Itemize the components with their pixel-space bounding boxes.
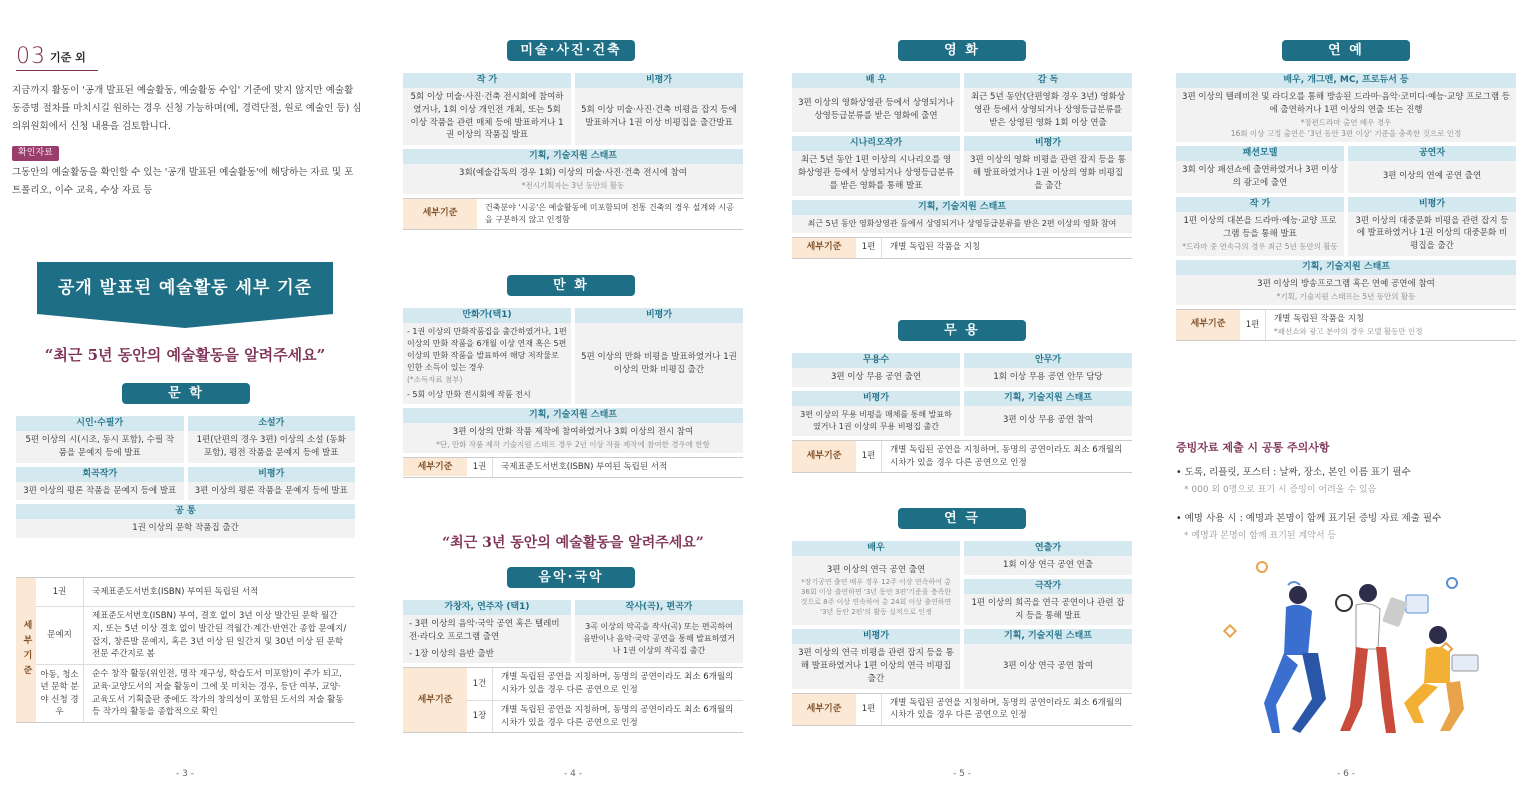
p6-e1b: 3편 이상의 텔레비전 및 라디오를 통해 방송된 드라마·음악·코미디·예능·교양 프로그램 등에 출연하거나 1편 이상의 연출 또는 진행	[1182, 92, 1510, 115]
p3-s3n: 아동, 청소년 문학 분야 신청 경우	[36, 665, 84, 722]
confirm-badge: 확인자료	[12, 146, 59, 161]
p6-e5b: 3편 이상의 대중문화 비평을 관련 잡지 등에 발표하였거나 1권 이상의 대중문화 비평집을 출간	[1355, 215, 1509, 251]
theater-critic-cell	[792, 629, 960, 688]
p5-f3h: 시나리오작가	[792, 136, 960, 151]
film-critic-cell	[964, 136, 1132, 195]
director-cell	[964, 541, 1132, 575]
p6-e_std: 세부기준	[1176, 310, 1240, 340]
comic-author-cell	[403, 308, 571, 404]
p4-m1b1: - 1권 이상의 만화작품집을 출간하였거나, 1편 이상의 만화 작품을 6개월 이상 연재 혹은 5편 이상의 만화 작품을 발표하여 해당 저작물로 인한 소득이 있는 경우	[407, 327, 567, 372]
page-number: - 3 -	[176, 768, 194, 779]
theater-actor-cell	[792, 541, 960, 625]
p5-t4h: 비평가	[792, 629, 960, 644]
p4-u_s1n: 1건	[467, 668, 493, 700]
comic-staff-cell	[403, 408, 743, 453]
p3-c5b: 1권 이상의 문학 작품집 출간	[132, 523, 239, 534]
intro-paragraph: 지금까지 활동이 '공개 발표된 예술활동, 예술활동 수입' 기준에 맞지 않지만 예술활동증명 절차를 마치시길 원하는 경우 신청 가능하며(예, 경력단절, 원로 예술인 등) 심의위원회에서 신청 내용을 검토합니다.	[12, 85, 362, 133]
p5-f4h: 비평가	[964, 136, 1132, 151]
p4-a3h: 기획, 기술지원 스태프	[403, 149, 743, 164]
playwright-cell	[16, 467, 184, 501]
film-staff-cell	[792, 200, 1132, 233]
p4-u_s1t: 개별 독립된 공연을 지칭하며, 동명의 공연이라도 최소 6개월의 시차가 있을 경우 다른 공연으로 인정	[501, 672, 734, 695]
section-title: 기준 외	[50, 51, 86, 65]
p5-t_std_n: 1편	[856, 694, 882, 726]
p3-s2t: 제표준도서번호(ISBN) 부여, 결호 없이 3년 이상 발간된 문학 월간지, 또는 5년 이상 결호 없이 발간된 격월간·계간·반연간 종합 문예지/잡지, 창른발 문예지, 혹은 3년 이상 된 일간지 및 30년 이상 된 문학 전문 주간지로 봄	[92, 611, 347, 660]
p4-m_std: 세부기준	[403, 458, 467, 476]
p4-a3b: 3회(예술감독의 경우 1회) 이상의 미술·사진·건축 전시에 참여	[459, 168, 687, 178]
page-number: - 4 -	[564, 768, 582, 779]
p4-a3n: *전시기획자는 3년 동안의 활동	[521, 180, 625, 190]
p3-c1b: 5편 이상의 시(시조, 동시 포함), 수필 작품을 문예지 등에 발표	[25, 435, 175, 458]
p5-t_std: 세부기준	[792, 694, 856, 726]
p5-f_std: 세부기준	[792, 238, 856, 258]
lit-grid	[16, 416, 355, 542]
p3-c1h: 시인·수필가	[16, 416, 184, 431]
p4-a2b: 5회 이상 미술·사진·건축 비평을 잡지 등에 발표하거나 1권 이상 비평집을 출간발표	[581, 104, 737, 128]
ent-writer-cell	[1176, 197, 1344, 256]
film-title: 영 화	[898, 40, 1026, 61]
p4-u_std: 세부기준	[403, 668, 467, 732]
film-actor-cell	[792, 73, 960, 132]
p3-s3t: 순수 창작 활동(위인전, 명작 재구성, 학습도서 미포함)이 주가 되고, 교육·교양도서의 저술 활동이 그에 못 미치는 경우, 등단 여부, 교양·교육도서 기획출판 중에도 작가의 창의성이 포함된 도서의 저술 활동 등 작가의 활동을 종합적으로 확인	[92, 669, 344, 718]
p4-u1b2: - 1장 이상의 음반 출반	[409, 648, 494, 659]
notice-2: • 예명 사용 시 : 예명과 본명이 함께 표기된 증빙 자료 제출 필수	[1176, 513, 1442, 524]
p6-e_std_t: 개별 독립된 작품을 지칭	[1274, 313, 1365, 324]
section-heading	[16, 46, 86, 68]
art-std	[403, 198, 743, 230]
model-cell	[1176, 146, 1344, 193]
art-critic-cell	[575, 73, 743, 145]
p5-d_std_t: 개별 독립된 공연을 지칭하며, 동명의 공연이라도 최소 6개월의 시차가 있을 경우 다른 공연으로 인정	[890, 444, 1123, 468]
p5-f5b: 최근 5년 동안 영화상영관 등에서 상영되거나 상영등급분류를 받은 2편 이상의 영화 참여	[807, 218, 1117, 228]
p4-m1h: 만화가(택1)	[403, 308, 571, 323]
notice-1: • 도록, 리플릿, 포스터 : 날짜, 장소, 본인 이름 표기 필수	[1176, 467, 1411, 478]
music-singer-cell	[403, 600, 571, 663]
p3-s1t: 국제표준도서번호(ISBN) 부여된 독립된 서적	[92, 586, 259, 597]
banner-title: 공개 발표된 예술활동 세부 기준	[37, 262, 333, 314]
art-title: 미술·사진·건축	[507, 40, 635, 61]
p5-f_std_t: 개별 독립된 작품을 지칭	[890, 242, 981, 253]
notice-1-sub: * 000 외 0명으로 표기 시 증빙이 어려울 수 있음	[1184, 485, 1377, 495]
p5-t2b: 1회 이상 연극 공연 연출	[1002, 560, 1094, 570]
p5-d1b: 3편 이상 무용 공연 출연	[830, 372, 922, 382]
p4-u_s2t: 개별 독립된 공연을 지칭하며, 동명의 공연이라도 최소 6개월의 시차가 있을 경우 다른 공연으로 인정	[501, 704, 734, 728]
novelist-cell	[188, 416, 356, 463]
p6-e1h: 배우, 개그맨, MC, 프로듀서 등	[1176, 73, 1516, 88]
music-title: 음악·국악	[507, 567, 635, 588]
dance-critic-cell	[792, 391, 960, 436]
p6-e1n1: *장편드라마 출연 배우 경우	[1300, 117, 1392, 127]
p5-f2b: 최근 5년 동안(단편영화 경우 3년) 영화상영관 등에서 상영되거나 상영등급분류를 받은 상영된 영화 1회 이상 연출	[970, 92, 1126, 128]
p5-t4b: 3편 이상의 연극 비평을 관련 잡지 등을 통해 발표하였거나 1편 이상의 연극 비평집 출간	[798, 648, 954, 684]
p5-f1h: 배 우	[792, 73, 960, 88]
p5-t3b: 1편 이상의 희곡을 연극 공연이나 관련 잡지 등을 통해 발표	[971, 597, 1125, 621]
p5-d_std_n: 1편	[856, 441, 882, 473]
p5-f_std_n: 1편	[856, 238, 882, 258]
page-number: - 6 -	[1337, 768, 1355, 779]
p5-f2h: 감 독	[964, 73, 1132, 88]
p3-c5h: 공 통	[16, 504, 355, 519]
dance-std	[792, 440, 1132, 474]
critic-cell	[188, 467, 356, 501]
comic-critic-cell	[575, 308, 743, 404]
page-6	[1176, 0, 1516, 793]
dance-title: 무 용	[898, 320, 1026, 341]
p5-d2b: 1회 이상 무용 공연 안무 담당	[993, 372, 1103, 382]
lit-std-table	[16, 577, 355, 723]
p4-m2b: 5편 이상의 만화 비평을 발표하였거나 1권 이상의 만화 비평집 출간	[581, 351, 737, 375]
p6-e3b: 3편 이상의 연예 공연 출연	[1382, 171, 1482, 182]
p5-f5h: 기획, 기술지원 스태프	[792, 200, 1132, 215]
theater-staff-cell	[964, 629, 1132, 688]
std-label: 세부기준	[16, 578, 36, 722]
p6-e6h: 기획, 기술지원 스태프	[1176, 260, 1516, 275]
main-banner	[37, 262, 333, 328]
notice-2-sub: * 예명과 본명이 함께 표기된 계약서 등	[1184, 531, 1337, 541]
p3-s2n: 문예지	[36, 607, 84, 664]
p4-u_s2n: 1장	[467, 701, 493, 733]
theater-std	[792, 693, 1132, 727]
performer-cell	[1348, 146, 1516, 193]
section-number: 03	[16, 44, 46, 69]
p6-e3h: 공연자	[1348, 146, 1516, 161]
p4-m_std_n: 1권	[467, 458, 493, 477]
p5-t1n: *장기공연 출연 배우 경우 12주 이상 연속하여 총36회 이상 출연하면 '3년 동안 3편'기준을 충족한 것으로 8주 이상 연속하여 총 24회 이상 출연하면 '3년 동안 2편'의 활동 실적으로 인정	[800, 577, 952, 617]
common-cell	[16, 504, 355, 538]
p5-t5h: 기획, 기술지원 스태프	[964, 629, 1132, 644]
p5-t3h: 극작가	[964, 579, 1132, 594]
p5-t2h: 연출가	[964, 541, 1132, 556]
music-std	[403, 667, 743, 733]
p5-d4b: 3편 이상 무용 공연 참여	[1002, 415, 1094, 426]
poet-cell	[16, 416, 184, 463]
p5-d3b: 3편 이상의 무용 비평을 매체를 통해 발표하였거나 1권 이상의 무용 비평집 출간	[800, 409, 952, 431]
quote-3yr: “최근 3년 동안의 예술활동을 알려주세요”	[442, 535, 704, 551]
p4-m2h: 비평가	[575, 308, 743, 323]
p5-d_std: 세부기준	[792, 441, 856, 473]
p3-c2h: 소설가	[188, 416, 356, 431]
p6-e_std_n: 1편	[1240, 310, 1266, 340]
p4-m3b: 3편 이상의 만화 작품 제작에 참여하였거나 3회 이상의 전시 참여	[452, 427, 694, 438]
page-number: - 5 -	[953, 768, 971, 779]
p5-d3h: 비평가	[792, 391, 960, 406]
p5-f4b: 3편 이상의 영화 비평을 관련 잡지 등을 통해 발표하였거나 1권 이상의 영화 비평집을 출간	[970, 155, 1126, 191]
comic-std	[403, 457, 743, 478]
p3-c2b: 1편(단편의 경우 3편) 이상의 소설 (동화 포함), 평전 작품을 문예지 등에 발표	[196, 435, 346, 458]
heading-underline	[16, 70, 98, 71]
art-author-cell	[403, 73, 571, 145]
p3-c4b: 3편 이상의 평론 작품을 문예지 등에 발표	[194, 485, 348, 496]
p5-d2h: 안무가	[964, 353, 1132, 368]
p4-u2b: 3곡 이상의 악곡을 작사(곡) 또는 편곡하여 음반이나 음악·국악 공연을 통해 발표하였거나 1권 이상의 작곡집 출간	[583, 622, 735, 656]
banner-arrow	[37, 314, 333, 328]
badge-text: 그동안의 예술활동을 확인할 수 있는 '공개 발표된 예술활동'에 해당하는 자료 및 포트폴리오, 이수 교육, 수상 자료 등	[12, 167, 354, 197]
p4-a_std_t: 건축분야 '시공'은 예술활동에 미포함되며 전통 건축의 경우 설계와 시공을 구분하지 않고 인정함	[485, 203, 734, 224]
ent-std	[1176, 309, 1516, 341]
art-staff-cell	[403, 149, 743, 194]
p4-a1b: 5회 이상 미술·사진·건축 전시회에 참여하였거나, 1회 이상 개인전 개최, 또는 5회 이상 작품을 관련 매체 등에 발표하거나 1권 이상의 작품집 발표	[410, 92, 564, 141]
p4-m1b2: - 5회 이상 만화 전시회에 작품 전시	[407, 390, 531, 400]
p6-e4n: *드라마 중 연속극의 경우 최근 5년 동안의 활동	[1182, 241, 1338, 251]
p6-e2h: 패션모델	[1176, 146, 1344, 161]
music-composer-cell	[575, 600, 743, 663]
comic-title: 만 화	[507, 275, 635, 296]
p4-m_std_t: 국제표준도서번호(ISBN) 부여된 독립된 서적	[501, 462, 668, 473]
p6-e2b: 3회 이상 패션쇼에 출연하였거나 3편 이상의 광고에 출연	[1182, 165, 1338, 188]
p5-d4h: 기획, 기술지원 스태프	[964, 391, 1132, 406]
p3-c3h: 희곡작가	[16, 467, 184, 482]
p6-e5h: 비평가	[1348, 197, 1516, 212]
p5-t1b: 3편 이상의 연극 공연 출연	[826, 564, 926, 575]
p4-m3h: 기획, 기술지원 스태프	[403, 408, 743, 423]
p4-a2h: 비평가	[575, 73, 743, 88]
p5-t_std_t: 개별 독립된 공연을 지칭하며, 동명의 공연이라도 최소 6개월의 시차가 있을 경우 다른 공연으로 인정	[890, 697, 1123, 721]
p4-a1h: 작 가	[403, 73, 571, 88]
dancer-cell	[792, 353, 960, 387]
p4-u1h: 가창자, 연주자 (택1)	[403, 600, 571, 615]
ent-actor-cell	[1176, 73, 1516, 142]
p6-e1n2: 16회 이상 고정 출연은 '3년 동안 3편 이상' 기준을 충족한 것으로 인정	[1230, 128, 1462, 138]
p5-f1b: 3편 이상의 영화상영관 등에서 상영되거나 상영등급분류를 받은 영화에 출연	[798, 98, 954, 122]
people-illustration	[1206, 555, 1496, 745]
page-4	[403, 0, 743, 793]
dance-staff-cell	[964, 391, 1132, 436]
p6-e4b: 1편 이상의 대본을 드라마·예능·교양 프로그램 등을 통해 발표	[1183, 216, 1337, 239]
theater-title: 연 극	[898, 508, 1026, 529]
film-director-cell	[964, 73, 1132, 132]
ent-critic-cell	[1348, 197, 1516, 256]
p6-e6n: *기획, 기술지원 스태프는 5년 동안의 활동	[1276, 291, 1416, 301]
p4-m1n: (*소득자료 첨부)	[407, 375, 463, 384]
film-writer-cell	[792, 136, 960, 195]
p6-e_std_n2: *패션쇼와 광고 분야의 경우 모델 활동만 인정	[1274, 326, 1423, 336]
p6-e4h: 작 가	[1176, 197, 1344, 212]
ent-title: 연 예	[1282, 40, 1410, 61]
p3-c3b: 3편 이상의 평론 작품을 문예지 등에 발표	[23, 485, 177, 496]
p4-u1b1: - 3편 이상의 음악·국악 공연 혹은 텔레비전·라디오 프로그램 출연	[409, 619, 560, 642]
page-5	[792, 0, 1132, 793]
choreographer-cell	[964, 353, 1132, 387]
lit-title: 문 학	[122, 383, 250, 404]
p5-d1h: 무용수	[792, 353, 960, 368]
p5-f3b: 최근 5년 동안 1편 이상의 시나리오를 영화상영관 등에서 상영되거나 상영등급분류를 받은 영화를 통해 발표	[798, 155, 954, 191]
playwright-cell-5	[964, 579, 1132, 626]
p5-t1h: 배우	[792, 541, 960, 556]
ent-staff-cell	[1176, 260, 1516, 305]
p4-a_std: 세부기준	[403, 199, 477, 229]
p5-t5b: 3편 이상 연극 공연 참여	[1002, 661, 1094, 671]
p4-u2h: 작사(곡), 편곡가	[575, 600, 743, 615]
film-std	[792, 237, 1132, 259]
p6-e6b: 3편 이상의 방송프로그램 혹은 연예 공연에 참여	[1257, 278, 1435, 289]
page-3	[0, 0, 370, 793]
p4-m3n: *단, 만화 작품 제작 기술지원 스태프 경우 2년 이상 작품 제작에 참여한 경우에 한함	[436, 440, 710, 449]
quote-5yr: “최근 5년 동안의 예술활동을 알려주세요”	[44, 346, 326, 364]
p3-c4h: 비평가	[188, 467, 356, 482]
p3-s1n: 1권	[36, 578, 84, 606]
notice-title: 증빙자료 제출 시 공통 주의사항	[1176, 441, 1330, 454]
